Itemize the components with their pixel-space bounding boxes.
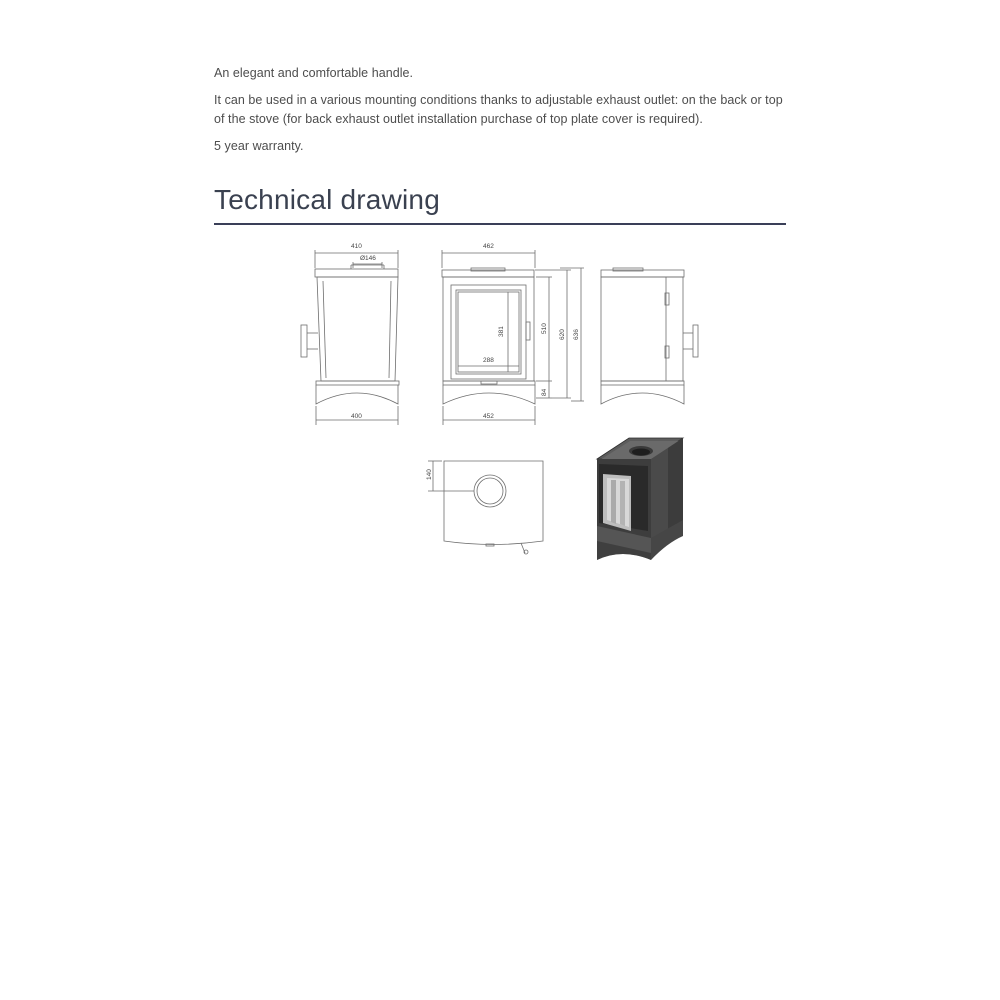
description-paragraph: 5 year warranty. <box>214 139 304 153</box>
dim-label: 452 <box>483 413 494 420</box>
dim-label: 84 <box>541 388 548 396</box>
dim-label: 620 <box>559 329 566 340</box>
dim-label: 510 <box>541 323 548 334</box>
section-title: Technical drawing <box>214 184 440 215</box>
dim-label: 636 <box>573 329 580 340</box>
dim-label: 400 <box>351 413 362 420</box>
description-paragraph: An elegant and comfortable handle. <box>214 66 414 80</box>
dim-label: 462 <box>483 243 494 250</box>
dim-label: 140 <box>426 469 433 480</box>
top-view <box>428 461 543 554</box>
side-view <box>301 250 399 425</box>
dim-label: 410 <box>351 243 362 250</box>
dim-label: 288 <box>483 357 494 364</box>
description-paragraph: It can be used in a various mounting conditions thanks to adjustable exhaust outlet: on the back or top of the stove (for back exhaust outlet installation purchase of top plate cover is required). <box>214 93 783 126</box>
stove-3d-render <box>597 438 683 560</box>
rear-view <box>601 268 698 404</box>
dim-label: Ø146 <box>360 255 376 262</box>
dim-label: 381 <box>498 326 505 337</box>
